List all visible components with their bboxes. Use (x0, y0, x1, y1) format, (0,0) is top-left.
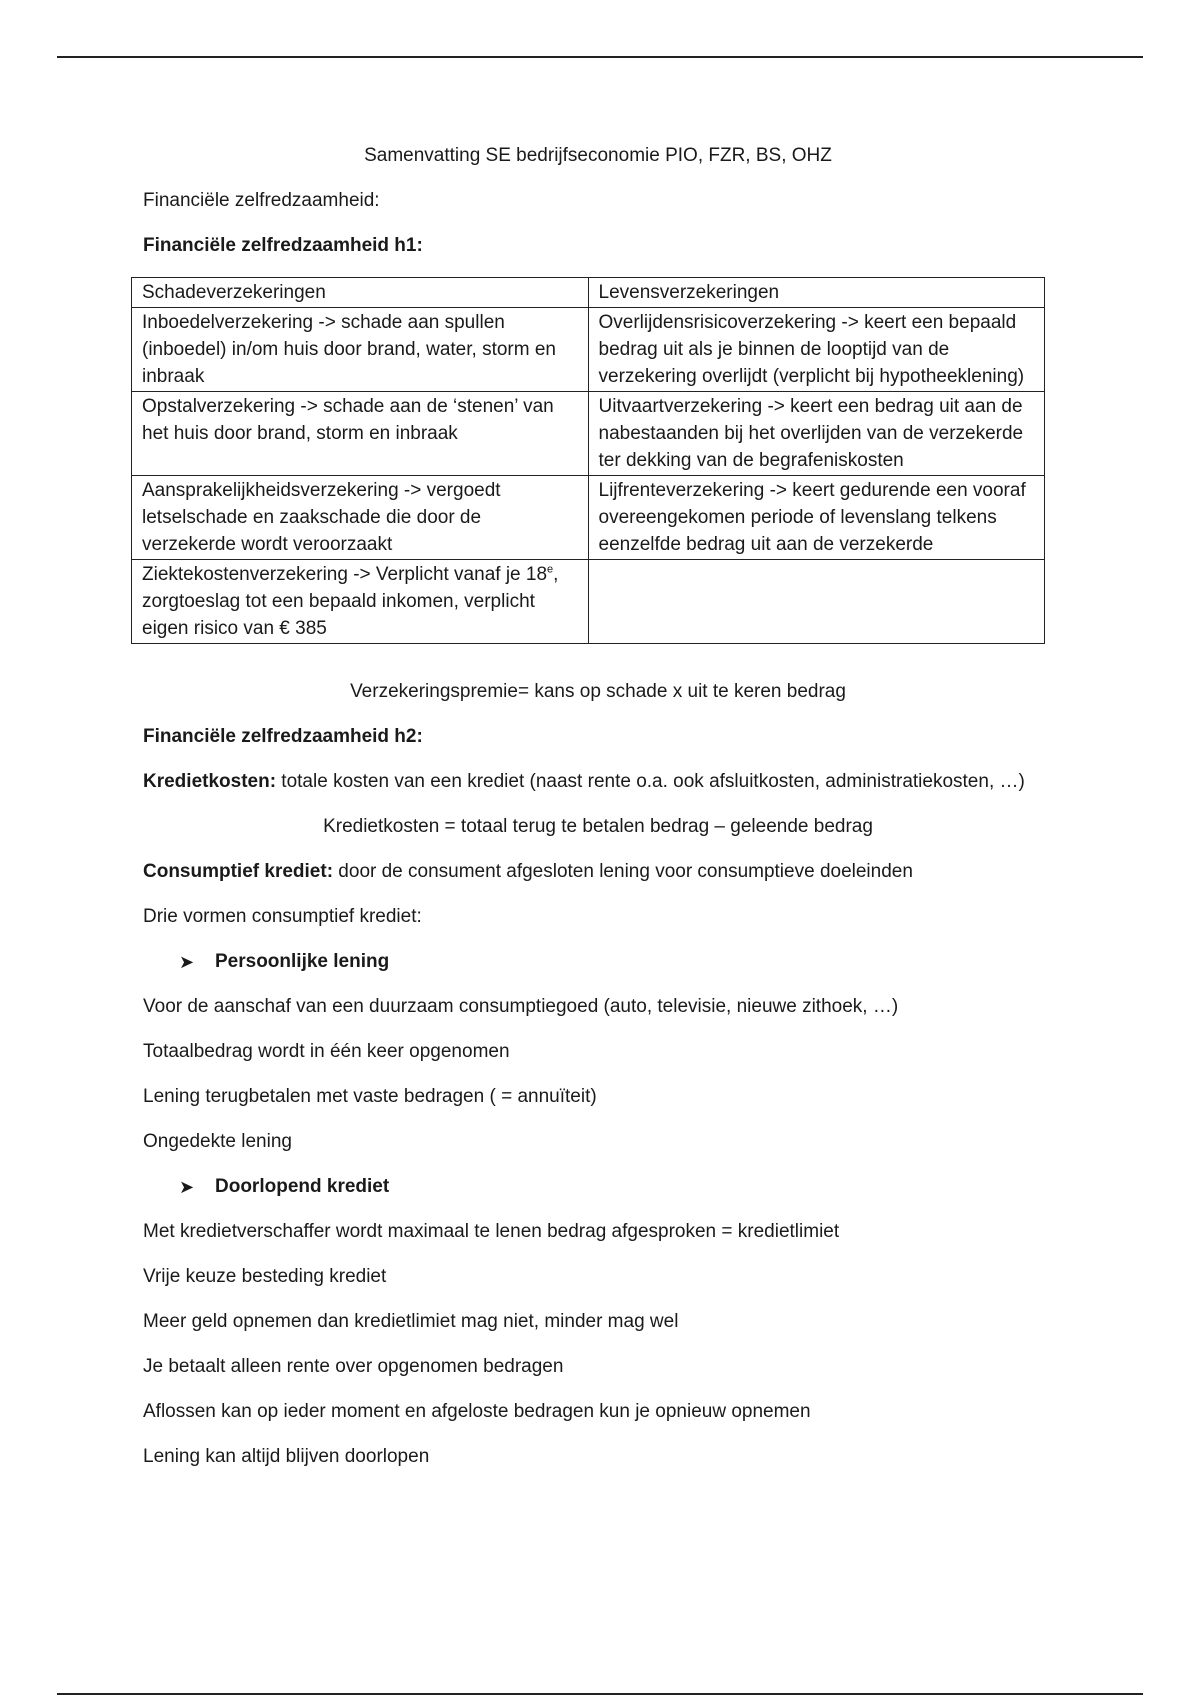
text-line: Lening kan altijd blijven doorlopen (143, 1446, 430, 1467)
text-line: Voor de aanschaf van een duurzaam consumptiegoed (auto, televisie, nieuwe zithoek, …) (143, 996, 899, 1017)
definition: totale kosten van een krediet (naast rente o.a. ook afsluitkosten, administratiekosten, …) (276, 771, 1025, 792)
text-line: Ongedekte lening (143, 1131, 292, 1152)
table-cell: Uitvaartverzekering -> keert een bedrag uit aan de nabestaanden bij het overlijden van de verzekerde ter dekking van de begrafeniskosten (588, 392, 1045, 476)
cell-text: , zorgtoeslag tot een bepaald inkomen, verplicht eigen risico van € 385 (142, 564, 559, 639)
term: Consumptief krediet: (143, 861, 334, 882)
table-header-cell: Schadeverzekeringen (132, 278, 589, 308)
heading-h2: Financiële zelfredzaamheid h2: (143, 726, 423, 747)
table-cell (132, 560, 589, 644)
formula-kredietkosten: Kredietkosten = totaal terug te betalen bedrag – geleende bedrag (323, 816, 873, 837)
bullet-doorlopend-krediet (179, 1173, 1053, 1201)
definition-kredietkosten (143, 768, 1053, 796)
heading-h1: Financiële zelfredzaamheid h1: (143, 235, 423, 256)
definition: door de consument afgesloten lening voor consumptieve doeleinden (333, 861, 913, 882)
drie-vormen-line: Drie vormen consumptief krediet: (143, 906, 422, 927)
table-row (132, 308, 1045, 392)
table-row (132, 392, 1045, 476)
table-cell: Aansprakelijkheidsverzekering -> vergoedt letselschade en zaakschade die door de verzekerde wordt veroorzaakt (132, 476, 589, 560)
table-header-row (132, 278, 1045, 308)
superscript: e (547, 563, 554, 576)
term: Kredietkosten: (143, 771, 277, 792)
bullet-label: Doorlopend krediet (215, 1176, 390, 1197)
text-line: Vrije keuze besteding krediet (143, 1266, 387, 1287)
table-cell: Opstalverzekering -> schade aan de ‘stenen’ van het huis door brand, storm en inbraak (132, 392, 589, 476)
text-line: Met kredietverschaffer wordt maximaal te lenen bedrag afgesproken = kredietlimiet (143, 1221, 840, 1242)
document-page (143, 142, 1053, 1488)
header-rule (57, 56, 1143, 58)
arrow-bullet-icon: ➤ (179, 1176, 195, 1197)
table-header-cell: Levensverzekeringen (588, 278, 1045, 308)
footer-rule (57, 1693, 1143, 1695)
document-title: Samenvatting SE bedrijfseconomie PIO, FZR, BS, OHZ (364, 145, 832, 166)
bullet-persoonlijke-lening (179, 948, 1053, 976)
text-line: Je betaalt alleen rente over opgenomen bedragen (143, 1356, 564, 1377)
table-cell: Overlijdensrisicoverzekering -> keert een bepaald bedrag uit als je binnen de looptijd van de verzekering overlijdt (verplicht bij hypotheeklening) (588, 308, 1045, 392)
formula-premium: Verzekeringspremie= kans op schade x uit te keren bedrag (350, 681, 846, 702)
table-row (132, 476, 1045, 560)
table-cell: Lijfrenteverzekering -> keert gedurende een vooraf overeengekomen periode of levenslang telkens eenzelfde bedrag uit aan de verzekerde (588, 476, 1045, 560)
text-line: Totaalbedrag wordt in één keer opgenomen (143, 1041, 510, 1062)
bullet-label: Persoonlijke lening (215, 951, 390, 972)
text-line: Aflossen kan op ieder moment en afgeloste bedragen kun je opnieuw opnemen (143, 1401, 811, 1422)
arrow-bullet-icon: ➤ (179, 951, 195, 972)
table-cell: Inboedelverzekering -> schade aan spullen (inboedel) in/om huis door brand, water, storm en inbraak (132, 308, 589, 392)
cell-text: Ziektekostenverzekering -> Verplicht vanaf je 18 (142, 564, 548, 585)
table-row (132, 560, 1045, 644)
table-cell-empty (588, 560, 1045, 644)
text-line: Lening terugbetalen met vaste bedragen ( = annuïteit) (143, 1086, 597, 1107)
insurance-table (131, 277, 1045, 644)
text-line: Meer geld opnemen dan kredietlimiet mag niet, minder mag wel (143, 1311, 679, 1332)
definition-consumptief (143, 858, 1053, 886)
intro-line: Financiële zelfredzaamheid: (143, 190, 380, 211)
